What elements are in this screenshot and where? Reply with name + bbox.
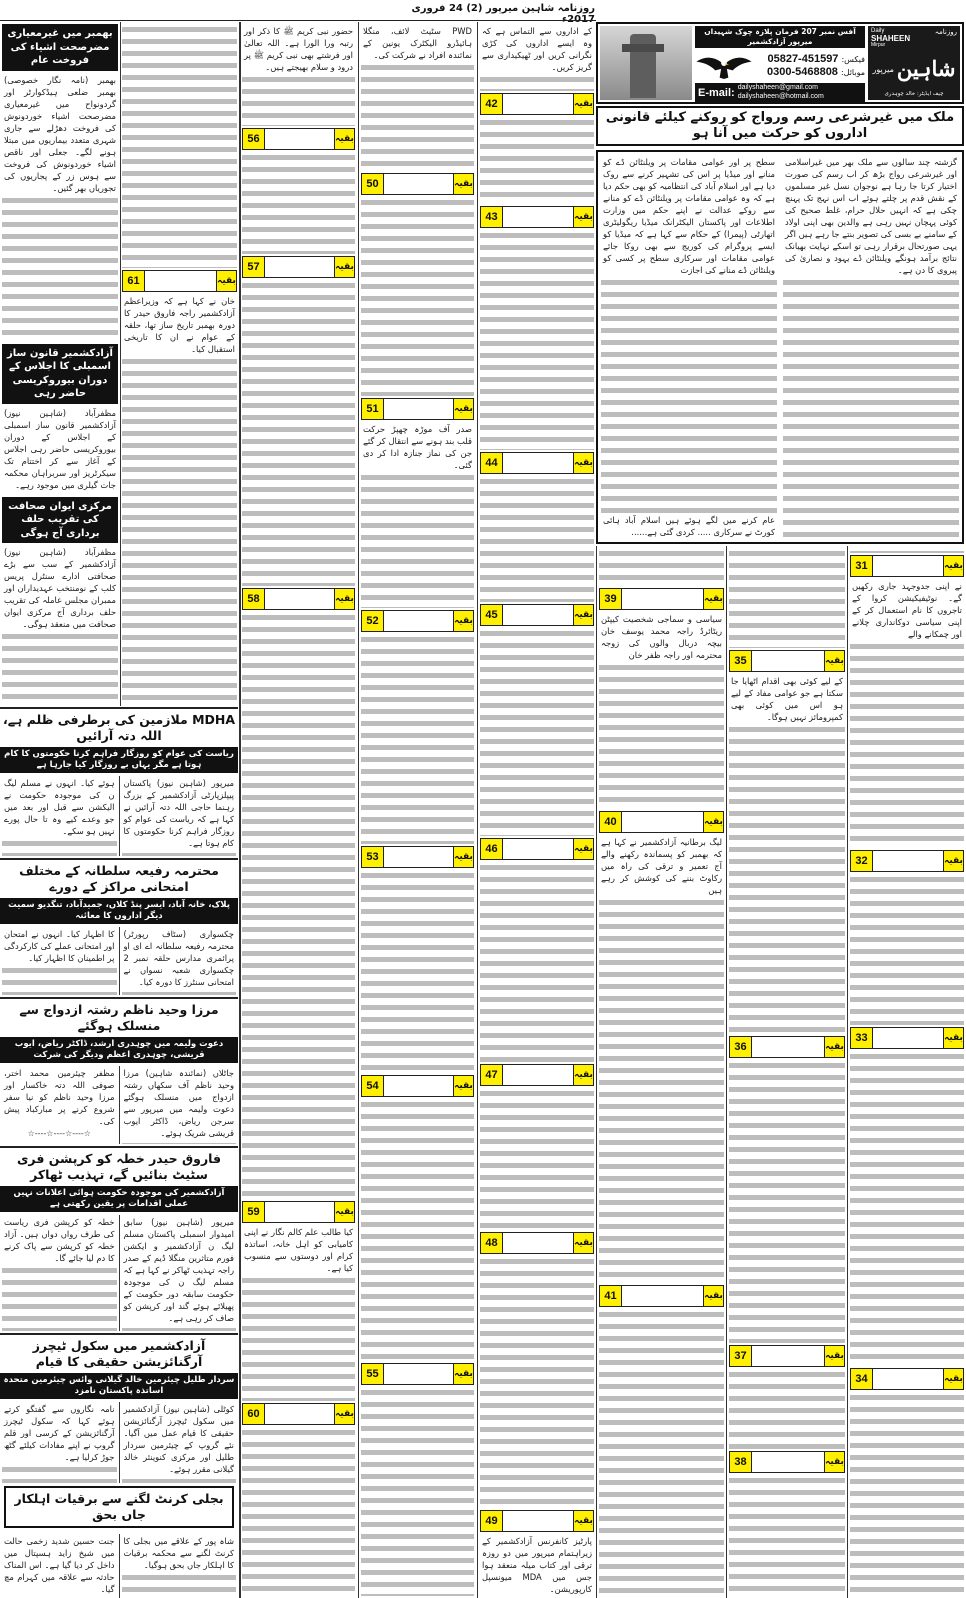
text-lines <box>599 548 724 586</box>
headline-electrocution: بجلی کرنٹ لگنے سے برقیات اہلکار جاں بحق <box>4 1486 234 1528</box>
headline-farooq-haider: فاروق حیدر خطہ کو کرپشن فری سٹیٹ بنائیں گے، تہذیب ٹھاکر <box>16 1150 222 1182</box>
text-lines <box>729 548 845 648</box>
continued-box: 45 بقیہ <box>480 604 594 626</box>
continued-box: 56 بقیہ <box>242 128 355 150</box>
headline-mdha: MDHA ملازمین کی برطرفی ظلم ہے، اللہ دتہ آرائیں <box>2 712 236 743</box>
contact-panel <box>695 26 865 102</box>
text-lines <box>2 492 118 495</box>
subhead-teachers-org: سردار طلیل چیئرمین خالد گیلانی وائس چیئرمین متحدہ اساتذہ پاکستان نامزد <box>0 1373 238 1399</box>
story-body: چکسواری (سٹاف رپورٹر) محترمہ رفیعہ سلطانہ اے ای او پرائمری مدارس حلقہ نمبر 2 چکسواری شعبہ نسواں نے امتحانی سنٹرز کا دورہ کیا۔ <box>123 929 234 988</box>
continued-box: 58 بقیہ <box>242 588 355 610</box>
fax-label: فیکس: <box>841 54 865 64</box>
text-lines <box>361 197 474 396</box>
continued-box: 36 بقیہ <box>729 1036 845 1058</box>
left-col1-text: مظفرآباد (شاہین نیوز) آزادکشمیر قانون ساز اسمبلی کے اجلاس کے دوران بیوروکریسی حاضر رہی اجلاس کے آغاز سے کر اختتام تک سیکرٹریز اور سربراہان محکمہ جات گیلری میں موجود رہے۔ <box>4 407 116 490</box>
text-lines <box>361 1099 474 1361</box>
text-lines <box>242 1275 355 1401</box>
text-lines <box>2 631 118 705</box>
text-lines <box>480 1088 594 1230</box>
left-col2-text: خان نے کہا ہے کہ وزیراعظم آزادکشمیر راجہ فاروق حیدر کا دورہ بھمبر تاریخ ساز تھا، حلقہ کے عوام نے ان کا تاریخی استقبال کیا۔ <box>124 296 235 354</box>
text-lines <box>122 1325 237 1332</box>
continued-box: 54 بقیہ <box>361 1075 474 1097</box>
left-col1-text: مظفرآباد (شاہین نیوز) آزادکشمیر کے سب سے بڑے صحافتی ادارے سنٹرل پریس کلب کے نومنتخب عہدیداران اور ممبران مجلس عاملہ کی تقریب حلف برداری آج مرکزی ایوان صحافت میں منعقد ہوگی۔ <box>4 547 116 630</box>
continued-box: 42 بقیہ <box>480 93 594 115</box>
continued-box: 35 بقیہ <box>729 650 845 672</box>
text-lines <box>480 230 594 450</box>
story-body: خطہ کو کرپشن فری ریاست کی طرف رواں دواں ہیں۔ آزاد خطہ کو کرپشن سے پاک کرنے کا دم لیا جائے گا۔ <box>4 1216 115 1263</box>
left-col1-text: بھمبر (نامہ نگار خصوصی) بھمبر ضلعی ہیڈکوارٹر اور گردونواح میں غیرمعیاری مضرصحت اشیاء خوردونوش کی فروخت دھڑلے سے جاری شہری متعدد بیماریوں میں مبتلا ہونے لگے۔ جعلی اور ناقص اشیاء خوردونوش کی فروخت سے ہوس زر کے پجاریوں کی تجوریاں بھر گئیں۔ <box>4 74 116 193</box>
email-gmail: dailyshaheen@gmail.com <box>737 84 818 91</box>
subhead-mirza-waheed: دعوت ولیمہ میں چوہدری ارشد، ڈاکٹر ریاض، ایوب قریشی، چوہدری اعظم ودیگر کی شرکت <box>0 1037 238 1063</box>
headline-mirza-waheed: مرزا وحید ناظم رشتہ ازدواج سے منسلک ہوگئے <box>19 1002 219 1034</box>
continued-box: 47 بقیہ <box>480 1064 594 1086</box>
text-lines <box>361 62 474 171</box>
middle-col2-text: صدر آف موڑہ چھپڑ حرکت قلب بند ہونے سے انتقال کر گئے جن کی نماز جنازہ ادا کر دی گئی۔ <box>363 424 472 470</box>
mobile-label: موبائل: <box>840 67 865 77</box>
subhead-rafia-sultana: پلاک، خانہ آباد، ایسر پنڈ کلاں، جمیدآباد، تنگدیو سمیت دیگر اداروں کا معائنہ <box>0 898 238 924</box>
editorial-headline: ملک میں غیرشرعی رسم ورواج کو روکنے کیلئے قانونی اداروں کو حرکت میں آنا ہو <box>596 106 964 146</box>
right-colC-text: نے اپنی جدوجہد جاری رکھیں گے۔ نوٹیفیکیشن کروا کے تاجروں کا نام استعمال کر کے اپنی سیاسی دوکانداری چلانے اور چمکانے والے <box>852 581 962 639</box>
email-hotmail: dailyshaheen@hotmail.com <box>737 92 824 100</box>
continued-box: 52 بقیہ <box>361 610 474 632</box>
office-address: آفس نمبر 207 فرمان پلازہ چوک شہیداں میرپور آزادکشمیر <box>695 26 865 48</box>
story-body: جنت حسین شدید زخمی حالت میں شیخ زاید ہسپتال میں داخل کر دیا گیا ہے۔ اس المناک حادثہ سے علاقہ میں کہرام مچ گیا۔ <box>4 1536 115 1595</box>
text-lines <box>361 634 474 844</box>
editorial-closing: عام کرنے میں لگے ہوئے ہیں اسلام آباد ہائی کورٹ نے سرکاری ..... کردی گئی ہے...... <box>603 515 775 537</box>
continued-box: 34 بقیہ <box>850 1368 964 1390</box>
monument-photo <box>600 26 692 100</box>
text-lines <box>122 989 237 995</box>
story-body-row <box>0 1215 238 1332</box>
text-lines <box>242 152 355 254</box>
middle-col3-text: پارٹیز کانفرنس آزادکشمیر کے زیراہتمام میرپور میں دو روزہ ترقی اور کتاب میلہ منعقد ہوا جس میں MDA میونسپل کارپوریشن۔ <box>482 1536 592 1594</box>
text-lines <box>361 870 474 1073</box>
text-lines <box>729 1475 845 1596</box>
continued-box: 48 بقیہ <box>480 1232 594 1254</box>
masthead <box>596 22 964 104</box>
continued-box: 51 بقیہ <box>361 398 474 420</box>
text-lines <box>480 74 594 91</box>
text-lines <box>122 1140 237 1143</box>
story-body-row <box>0 927 238 995</box>
middle-col1-text: کیا طالب علم کالم نگار نے اپنی کامیابی کو اہل خانہ، اساتذہ کرام اور دوستوں سے منسوب کیا ہے۔ <box>244 1227 353 1273</box>
story-body-row <box>0 776 238 856</box>
right-colA <box>599 548 724 1596</box>
text-lines <box>601 277 777 513</box>
continued-box: 53 بقیہ <box>361 846 474 868</box>
text-lines <box>850 1392 964 1596</box>
text-lines <box>480 862 594 1062</box>
left-col2 <box>122 24 237 705</box>
mobile-number: 0300-5468808 <box>766 66 838 78</box>
continued-box: 32 بقیہ <box>850 850 964 872</box>
right-colB <box>729 548 845 1596</box>
middle-col2 <box>361 24 474 1596</box>
text-lines <box>850 1051 964 1366</box>
text-lines <box>2 838 117 856</box>
mobile-row <box>755 66 865 78</box>
email-box <box>695 83 865 102</box>
text-lines <box>242 74 355 126</box>
story-body: کا اظہار کیا۔ انہوں نے امتحان اور امتحانی عملے کی کارکردگی پر اطمینان کا اظہار کیا۔ <box>4 929 115 964</box>
continued-box: 46 بقیہ <box>480 838 594 860</box>
text-lines <box>480 1256 594 1508</box>
story-body: مظفر چیئرمین محمد اختر، صوفی اللہ دتہ خاکسار اور مرزا وحید ناظم کو نیا سفر شروع کرنے پر مبارکباد پیش کی۔ <box>4 1068 115 1127</box>
logo-urdu: شاہین <box>896 56 956 82</box>
continued-box: 40 بقیہ <box>599 811 724 833</box>
text-lines <box>2 195 118 342</box>
text-lines <box>480 476 594 602</box>
left-stories <box>0 705 238 1598</box>
headline-assembly: آزادکشمیر قانون ساز اسمبلی کا اجلاس کے دوران بیوروکریسی حاضر رہی <box>2 344 118 404</box>
story-body: نامہ نگاروں سے گفتگو کرتے ہوئے کہا کہ سکول ٹیچرز آرگنائزیشن کے کرسی اور قلم گروپ نے اپنے مفادات کیلئے گٹھ جوڑ کرلیا ہے۔ <box>4 1404 115 1463</box>
continued-box: 38 بقیہ <box>729 1451 845 1473</box>
text-lines <box>480 628 594 835</box>
continued-box: 44 بقیہ <box>480 452 594 474</box>
eagle-icon <box>695 51 753 81</box>
headline-rafia-sultana: محترمہ رفیعہ سلطانہ کے مختلف امتحانی مراکز کے دورے <box>19 863 219 895</box>
continued-box: 33 بقیہ <box>850 1027 964 1049</box>
text-lines <box>122 850 237 856</box>
text-lines <box>599 897 724 1283</box>
text-lines <box>783 277 959 539</box>
text-lines <box>122 1572 237 1598</box>
text-lines <box>850 548 964 553</box>
continued-box: 49 بقیہ <box>480 1510 594 1532</box>
logo-english: SHAHEEN <box>871 33 911 43</box>
shaheen-logo: Daily SHAHEEN Mirpur روزنامہ میرپور شاہین چیف ایڈیٹر: خالد چوہدری <box>868 26 960 100</box>
editorial-column-left: سطح پر اور عوامی مقامات پر ویلنٹائن ڈے کو منانے اور میڈیا پر اس کی تشہیر کرنے سے روک دیا ہے اور اسلام آباد کی انتظامیہ کو بھی حکم دیا ہے کہ وہ عوامی مقامات پر ویلنٹائن ڈے کو منانے سے روکے عدالت نے اپنے حکم میں وزارت اطلاعات اور پاکستان الیکٹرانک میڈیا ریگولیٹری اتھارٹی (پیمرا) کے حکام سے کہا ہے کہ میڈیا کو ایسے پروگرام کی کوریج سے بھی روکا جائے عوامی مقامات اور سرکاری سطح پر کسی کو ویلنٹائن ڈے منانے کی اجازت <box>603 157 775 275</box>
fax-row <box>755 53 865 65</box>
right-colA-text: سیاسی و سماجی شخصیت کیپٹن ریٹائرڈ راجہ محمد یوسف خان بیچہ دربال والوں کی زوجہ محترمہ اور راجہ ظفر خان <box>601 614 722 660</box>
page-header-dateline: روزنامہ شاہین میرپور (2) 24 فروری <box>411 3 595 14</box>
text-lines <box>2 1464 117 1483</box>
text-lines <box>122 24 237 268</box>
subhead-farooq-haider: آزادکشمیر کی موجودہ حکومت ہوائی اعلانات نہیں عملی اقدامات پر یقین رکھتی ہے <box>0 1186 238 1212</box>
text-lines <box>729 1369 845 1449</box>
text-lines <box>850 641 964 848</box>
continued-box: 50 بقیہ <box>361 173 474 195</box>
continued-box: 41 بقیہ <box>599 1285 724 1307</box>
continued-box: 31 بقیہ <box>850 555 964 577</box>
continued-box: 59 بقیہ <box>242 1201 355 1223</box>
right-colA-text: لیگ برطانیہ آزادکشمیر نے کہا ہے کہ بھمبر کو پسماندہ رکھنے والے آج تعمیر و ترقی کی راہ میں رکاوٹ بننے کی کوشش کر رہے ہیں <box>601 837 722 895</box>
text-lines <box>242 1427 355 1596</box>
story-body: جاٹلاں (نمائندہ شاہین) مرزا وحید ناظم آف سکھاں رشتہ ازدواج میں منسلک ہوگئے دعوت ولیمہ میں میرپور سے سرجن ریاض، ڈاکٹر ایوب قریشی شریک ہوئے۔ <box>123 1068 234 1139</box>
continued-box: 43 بقیہ <box>480 206 594 228</box>
editorial-box <box>596 150 964 544</box>
headline-bhimber: بھمبر میں غیرمعیاری مضرصحت اشیاء کی فروخت عام <box>2 24 118 71</box>
text-lines <box>480 117 594 204</box>
text-lines <box>599 662 724 809</box>
continued-box: 60 بقیہ <box>242 1403 355 1425</box>
story-body: میرپور (شاہین نیوز) پاکستان پیپلزپارٹی آزادکشمیر کے بزرگ رہنما حاجی اللہ دتہ آرائیں نے کہا ہے کہ ریاست کی عوام کو روزگار فراہم کرنا حکومتوں کا کام ہوتا ہے۔ <box>123 778 234 848</box>
story-body: ہوئے کیا۔ انہوں نے مسلم لیگ ن کی موجودہ حکومت نے الیکشن سے قبل اور بعد میں جو وعدے کیے وہ تا حال پورے نہیں ہو سکے۔ <box>4 778 115 836</box>
headline-press-club: مرکزی ایوان صحافت کی تقریب حلف برداری آج ہوگی <box>2 497 118 544</box>
text-lines <box>850 874 964 1025</box>
header-rule <box>0 20 596 21</box>
middle-col2-text: PWD سٹیٹ لائف، منگلا ہائیڈرو الیکٹرک یونین کے نمائندہ افراد نے شرکت کی۔ <box>363 26 472 60</box>
text-lines <box>2 965 117 995</box>
continued-box: 55 بقیہ <box>361 1363 474 1385</box>
middle-col3 <box>480 24 594 1596</box>
subhead-mdha: ریاست کی عوام کو روزگار فراہم کرنا حکومتوں کا کام ہوتا ہے مگر یہاں بے روزگار کیا جارہا ہے <box>0 747 238 773</box>
left-col1 <box>2 22 118 705</box>
text-lines <box>242 280 355 586</box>
text-lines <box>599 1309 724 1596</box>
text-lines <box>242 612 355 1199</box>
middle-col1 <box>242 24 355 1596</box>
text-lines <box>361 1387 474 1596</box>
editorial-column-right: گزشتہ چند سالوں سے ملک بھر میں غیراسلامی اور غیرشرعی رواج بڑھ کر اب رسم کی صورت اختیار کرتا جا رہا ہے نوجوان نسل غیر مسلموں کے نقش قدم پر چلتے ہوئے اب اس نہج تک پہنچ چکی ہے کہ انہیں حلال حرام، غلط صحیح کی کوئی پہچان نہیں رہی ہے والدین بھی اپنی اولاد کے سامنے بے بسی کی تصویر بنتے جا رہے ہیں اگر یہی صورتحال برقرار رہی تو اسکے نہایت بھیانک نتائج برآمد ہونگے ویلنٹائن ڈے یہود و نصاریٰ کی پیروی کا دن ہے۔ <box>785 157 957 275</box>
story-body-row <box>0 1534 238 1598</box>
text-lines <box>729 1060 845 1343</box>
email-label: E-mail: <box>698 86 735 99</box>
text-lines <box>729 724 845 1034</box>
middle-col1-text: حضور نبی کریم ﷺ کا ذکر اور رتبہ ورا الورا ہے۔ اللہ تعالیٰ اور فرشتے بھی نبی کریم ﷺ پر درود و سلام بھیجتے ہیں۔ <box>244 26 353 72</box>
continued-box: 37 بقیہ <box>729 1345 845 1367</box>
middle-col3-text: کے اداروں سے التماس ہے کہ وہ ایسے اداروں کی کڑی نگرانی کریں اور ٹھیکیداری سے گریز کریں۔ <box>482 26 592 72</box>
story-body-row <box>0 1402 238 1483</box>
story-body-row <box>0 1066 238 1143</box>
text-lines <box>361 472 474 608</box>
text-lines <box>122 356 237 705</box>
text-lines <box>122 1476 237 1483</box>
stars-divider: ☆----☆----☆----☆ <box>27 1129 91 1139</box>
continued-box: 57 بقیہ <box>242 256 355 278</box>
continued-box: 61 بقیہ <box>122 270 237 292</box>
story-body: کوٹلی (شاہین نیوز) آزادکشمیر میں سکول ٹیچرز آرگنائزیشن حقیقی کا قیام عمل میں آگیا۔ نئے گروپ کے چیئرمین سردار طلیل اور مرکزی کنوینئر خالد گیلانی مقرر ہوئے۔ <box>123 1404 234 1475</box>
story-body: شاہ پور کے علاقے میں بجلی کا کرنٹ لگنے سے محکمہ برقیات کا اہلکار جاں بحق ہوگیا۔ <box>123 1536 234 1571</box>
text-lines <box>2 1265 117 1332</box>
continued-box: 39 بقیہ <box>599 588 724 610</box>
headline-teachers-org: آزادکشمیر میں سکول ٹیچرز آرگنائزیشن حقیقی کا قیام <box>32 1338 206 1370</box>
story-body: میرپور (شاہین نیوز) سابق امیدوار اسمبلی پاکستان مسلم لیگ ن آزادکشمیر و ایکشن فورم متاثرین منگلا ڈیم کے صدر راجہ تہذیب ٹھاکر نے کہا ہے کہ مسلم لیگ ن کی موجودہ حکومت سابقہ دور حکومت کے پھیلائے ہوئے گند اور کرپشن کو صاف کر رہی ہے۔ <box>123 1216 234 1323</box>
right-colB-text: کے لیے کوئی بھی اقدام اٹھایا جا سکتا ہے جو عوامی مفاد کے لیے ہو اس میں کوئی بھی کمپرومائز نہیں ہوگا۔ <box>731 676 843 722</box>
chief-editor: چیف ایڈیٹر: خالد چوہدری <box>884 90 944 97</box>
fax-number: 05827-451597 <box>767 53 839 65</box>
right-colC <box>850 548 964 1596</box>
